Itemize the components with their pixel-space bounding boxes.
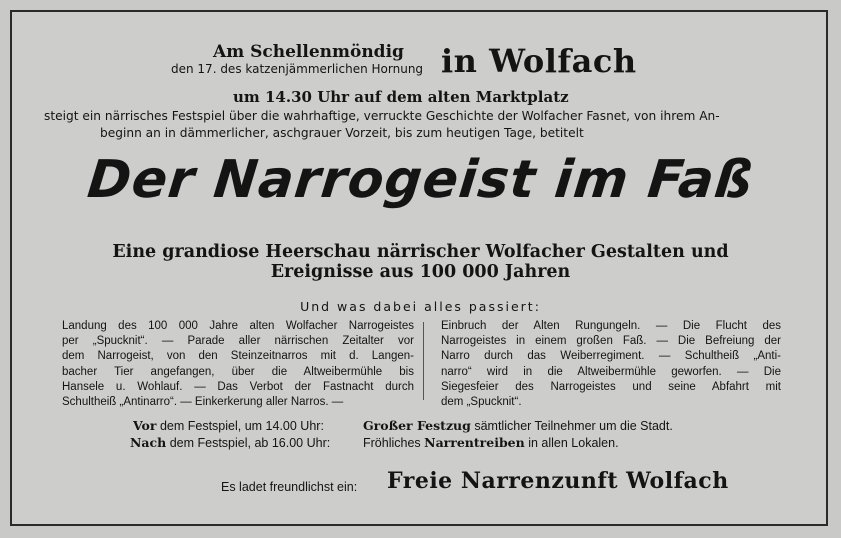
- column-divider: [423, 322, 424, 400]
- event-day: Am Schellenmöndig: [213, 42, 404, 62]
- narrentreiben-post: in allen Lokalen.: [524, 436, 619, 450]
- intro-line-2: beginn an in dämmerlicher, aschgrauer Vorzeit, bis zum heutigen Tage, betitelt: [100, 126, 584, 140]
- program-line: Landung des 100 000 Jahre alten Wolfacher Narrogeistes: [62, 320, 414, 332]
- program-line: Narro durch das Weiberregiment. — Schultheiß „Anti-: [441, 350, 781, 363]
- event-time: um 14.30 Uhr auf dem alten Marktplatz: [233, 88, 569, 106]
- program-line: bacher Tier angefangen, über die Altweibermühle bis: [62, 365, 414, 378]
- program-line: narro“ wird in die Altweibermühle geworfen. — Die: [441, 365, 781, 378]
- schedule-before-label: Vor: [133, 418, 157, 433]
- program-line: dem Narrogeist, von den Steinzeitnarros mit d. Langen-: [62, 350, 414, 363]
- subtitle-line-1: Eine grandiose Heerschau närrischer Wolfacher Gestalten und: [112, 242, 729, 262]
- program-line: Narrogeistes in einem großen Faß. — Die Befreiung der: [441, 335, 781, 348]
- section-heading: Und was dabei alles passiert:: [300, 299, 541, 314]
- program-line: Hansele u. Wohlauf. — Das Verbot der Fastnacht durch: [62, 380, 414, 393]
- narrentreiben-label: Narrentreiben: [424, 435, 525, 450]
- program-line: dem „Spucknit“.: [441, 396, 522, 409]
- schedule-before-time: [133, 418, 324, 433]
- program-line: Siegesfeier des Narrogeistes und seine Abfahrt mit: [441, 380, 781, 393]
- intro-line-1: steigt ein närrisches Festspiel über die wahrhaftige, verruckte Geschichte der Wolfacher Fasnet, von ihrem An-: [44, 109, 720, 123]
- play-title: Der Narrogeist im Faß: [84, 150, 757, 210]
- schedule-after-label: Nach: [130, 435, 167, 450]
- narrentreiben-pre: Fröhliches: [363, 436, 425, 450]
- program-column-left: [62, 319, 414, 410]
- festzug-text: sämtlicher Teilnehmer um die Stadt.: [470, 419, 673, 433]
- organizer-name: Freie Narrenzunft Wolfach: [387, 468, 729, 494]
- schedule-before-event: [363, 418, 673, 433]
- schedule-after-text: dem Festspiel, ab 16.00 Uhr:: [166, 436, 331, 450]
- program-line: Schultheiß „Antinarro“. — Einkerkerung aller Narros. —: [62, 396, 344, 409]
- event-place: in Wolfach: [441, 42, 637, 80]
- schedule-after-event: [363, 435, 619, 450]
- schedule-before-text: dem Festspiel, um 14.00 Uhr:: [156, 419, 324, 433]
- schedule-after-time: [130, 435, 330, 450]
- program-column-right: [441, 319, 781, 410]
- invitation-text: Es ladet freundlichst ein:: [221, 480, 358, 494]
- program-line: Einbruch der Alten Rungungeln. — Die Flucht des: [441, 320, 781, 332]
- subtitle-line-2: Ereignisse aus 100 000 Jahren: [270, 262, 571, 282]
- program-line: per „Spucknit“. — Parade aller närrischen Zeitalter vor: [62, 335, 414, 348]
- event-date: den 17. des katzenjämmerlichen Hornung: [171, 62, 424, 76]
- festzug-label: Großer Festzug: [363, 418, 471, 433]
